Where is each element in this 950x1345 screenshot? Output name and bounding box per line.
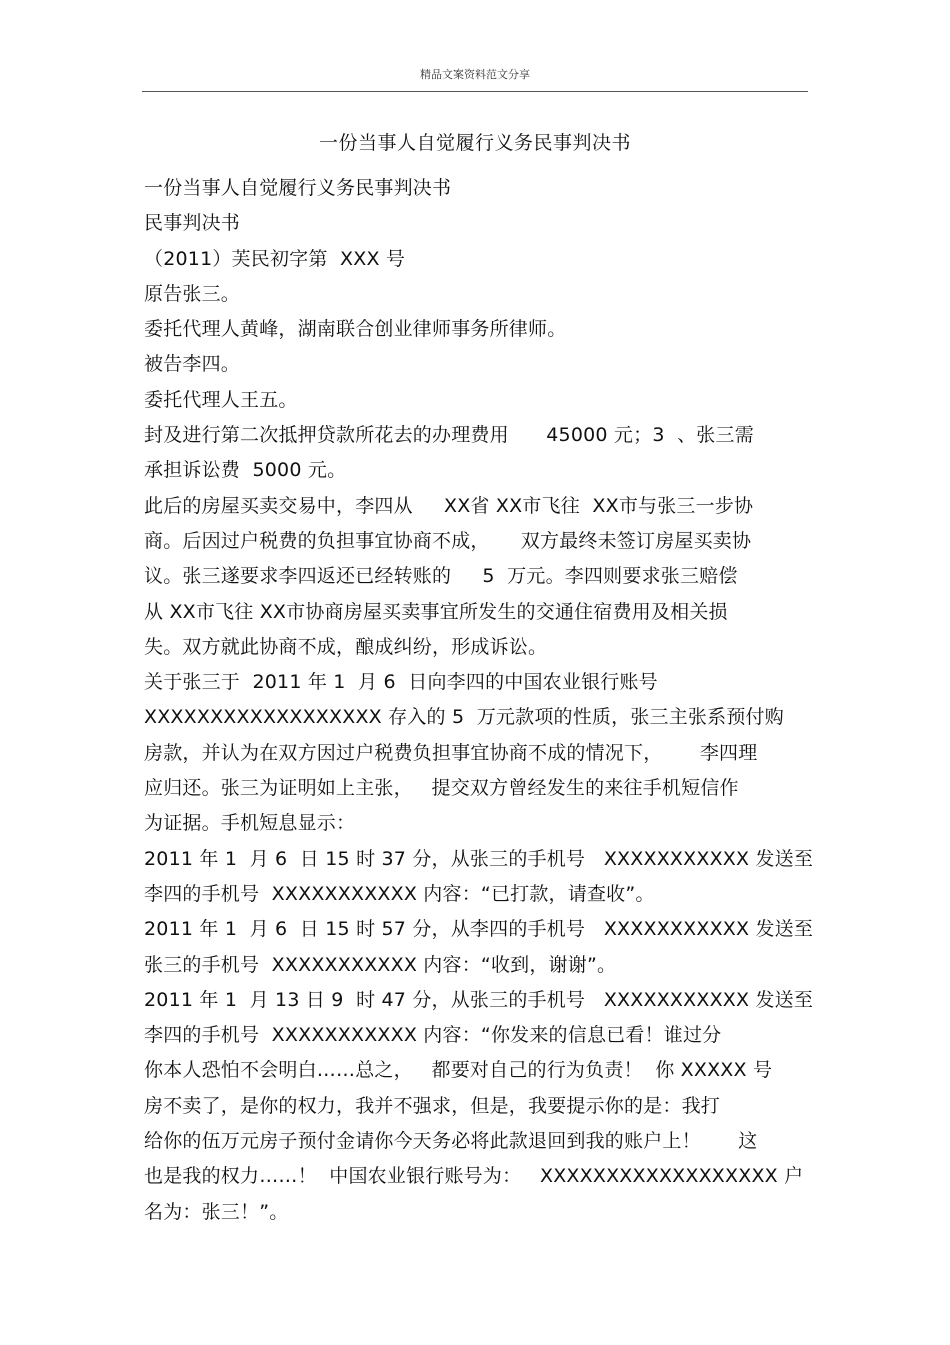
- body-line: 房不卖了，是你的权力，我并不强求，但是，我要提示你的是：我打: [144, 1094, 721, 1117]
- body-line: 应归还。张三为证明如上主张， 提交双方曾经发生的来往手机短信作: [144, 777, 739, 800]
- body-line: 失。双方就此协商不成，酿成纠纷，形成诉讼。: [144, 635, 548, 658]
- body-line: 2011 年 1 月 6 日 15 时 37 分，从张三的手机号 XXXXXXXXXXX 发送至: [144, 847, 814, 870]
- body-line: 一份当事人自觉履行义务民事判决书: [144, 177, 452, 199]
- body-line: 委托代理人王五。: [144, 388, 298, 411]
- body-line: 议。张三遂要求李四返还已经转账的 5 万元。李四则要求张三赔偿: [144, 565, 738, 588]
- body-line: 也是我的权力……！ 中国农业银行账号为： XXXXXXXXXXXXXXXXXX 户: [144, 1165, 804, 1188]
- body-line: 给你的伍万元房子预付金请你今天务必将此款退回到我的账户上！ 这: [144, 1130, 758, 1153]
- body-line: 此后的房屋买卖交易中，李四从 XX省 XX市飞往 XX市与张三一步协: [144, 494, 754, 517]
- body-line: 为证据。手机短息显示：: [144, 812, 356, 835]
- body-line: 名为：张三！”。: [144, 1200, 289, 1223]
- body-line: 李四的手机号 XXXXXXXXXXX 内容：“已打款，请查收”。: [144, 882, 655, 905]
- body-line: 从 XX市飞往 XX市协商房屋买卖事宜所发生的交通住宿费用及相关损: [144, 600, 728, 623]
- body-line: 2011 年 1 月 6 日 15 时 57 分，从李四的手机号 XXXXXXXXXXX 发送至: [144, 918, 814, 941]
- document-title: 一份当事人自觉履行义务民事判决书: [318, 132, 631, 154]
- body-line: 商。后因过户税费的负担事宜协商不成， 双方最终未签订房屋买卖协: [144, 529, 752, 552]
- body-line: XXXXXXXXXXXXXXXXXX 存入的 5 万元款项的性质，张三主张系预付购: [144, 706, 784, 729]
- body-line: （2011）芙民初字第 XXX 号: [144, 247, 406, 270]
- body-line: 李四的手机号 XXXXXXXXXXX 内容：“你发来的信息已看！谁过分: [144, 1024, 722, 1047]
- body-line: 被告李四。: [144, 353, 241, 376]
- header-divider: [142, 91, 808, 92]
- body-line: 关于张三于 2011 年 1 月 6 日向李四的中国农业银行账号: [144, 671, 658, 694]
- body-line: 民事判决书: [144, 212, 241, 235]
- body-line: 张三的手机号 XXXXXXXXXXX 内容：“收到，谢谢”。: [144, 953, 617, 976]
- body-line: 房款，并认为在双方因过户税费负担事宜协商不成的情况下， 李四理: [144, 741, 758, 764]
- body-line: 你本人恐怕不会明白……总之， 都要对自己的行为负责！ 你 XXXXX 号: [144, 1059, 773, 1082]
- document-body: [144, 171, 824, 1230]
- body-line: 2011 年 1 月 13 日 9 时 47 分，从张三的手机号 XXXXXXXXXXX 发送至: [144, 988, 814, 1011]
- body-line: 原告张三。: [144, 282, 241, 305]
- body-line: 封及进行第二次抵押贷款所花去的办理费用 45000 元；3 、张三需: [144, 424, 754, 447]
- page-header: 精品文案资料范文分享: [420, 68, 530, 81]
- body-line: 委托代理人黄峰，湖南联合创业律师事务所律师。: [144, 318, 567, 341]
- body-line: 承担诉讼费 5000 元。: [144, 459, 347, 482]
